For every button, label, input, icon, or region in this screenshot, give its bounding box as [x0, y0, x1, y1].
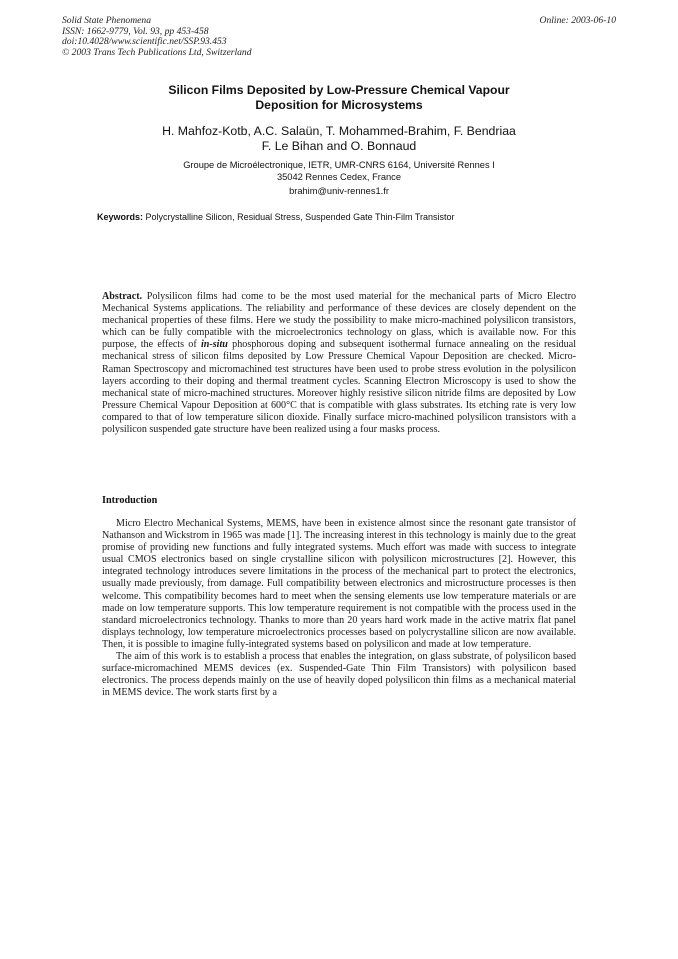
journal-header: [62, 16, 422, 58]
journal-copyright: © 2003 Trans Tech Publications Ltd, Switzerland: [62, 46, 252, 58]
abstract-text-part-1: Polysilicon films had come to be the most used material for the mechanical parts of Micro Electro Mechanical Systems applications. The reliability and performance of these devices are closely dependent on the mechanical properties of these films. Here we study the possibility to make micro-machined polysilicon transistors, which can be fully compatible with the microelectronics technology on glass, which is available now. For this purpose, the effects of: [102, 291, 576, 351]
abstract-text-part-2: phosphorous doping and subsequent isothermal furnace annealing on the residual mechanical stress of silicon films deposited by Low Pressure Chemical Vapour Deposition are checked. Micro-Raman Spectroscopy and micromachined test structures have been used to probe stress evolution in the polysilicon layers according to their doping and thermal treatment cycles. Scanning Electron Microscopy is used to show the mechanical state of micro-machined structures. Moreover highly resistive silicon nitride films are deposited by Low Pressure Chemical Vapour Deposition at 600°C that is compatible with glass substrates. Its etching rate is very low compared to that of low temperature silicon dioxide. Finally surface micro-machined polysilicon transistors with a polysilicon suspended gate structure have been realized using a four masks process.: [102, 339, 577, 436]
introduction-paragraph-2: The aim of this work is to establish a process that enables the integration, on glass substrate, of polysilicon based surface-micromachined MEMS devices (ex. Suspended-Gate Thin Film Transistors) with polysilicon based electronics. The process depends mainly on the use of heavily doped polysilicon thin films as a mechanical material in MEMS device. The work starts first by a: [102, 651, 576, 699]
introduction-body: [102, 518, 576, 699]
keywords: [97, 212, 617, 223]
abstract-emphasis: in-situ: [200, 339, 228, 351]
contact-email: brahim@univ-rennes1.fr: [289, 186, 389, 196]
affiliation-line-1: Groupe de Microélectronique, IETR, UMR-CNRS 6164, Université Rennes I: [183, 160, 495, 170]
author-line-1: H. Mahfoz-Kotb, A.C. Salaün, T. Mohammed-Brahim, F. Bendriaa: [162, 124, 516, 138]
section-heading-introduction: Introduction: [102, 495, 158, 506]
introduction-paragraph-1: Micro Electro Mechanical Systems, MEMS, have been in existence almost since the resonant gate transistor of Nathanson and Wickstrom in 1965 was made [1]. The increasing interest in this technology is mainly due to the great promise of providing new functions and fully integrated systems. Much effort was made with success to integrate usual CMOS electronics based on single crystalline silicon with polysilicon microstructures [2]. However, this integrated technology introduces severe limitations in the process of the mechanical part to protect the electronics, usually made previously, from damage. Full compatibility between electronics and microstructure processes is then welcome. This compatibility becomes hard to meet when the sensing elements use low temperature materials or are made on low temperature supports. This low temperature requirement is not compatible with the process used in the standard microelectronics technology. Thanks to more than 20 years hard work made in the active matrix flat panel displays technology, low temperature microelectronics processes based on polycrystalline silicon are now available. Then, it is possible to imagine fully-integrated systems based on polysilicon and made at low temperature.: [102, 518, 576, 650]
author-line-2: F. Le Bihan and O. Bonnaud: [261, 139, 417, 153]
journal-issn: ISSN: 1662-9779, Vol. 93, pp 453-458: [62, 25, 209, 37]
abstract: [102, 291, 576, 436]
affiliation: [60, 160, 618, 184]
keywords-text: Polycrystalline Silicon, Residual Stress, Suspended Gate Thin-Film Transistor: [145, 212, 455, 222]
paper-title-line-1: Silicon Films Deposited by Low-Pressure Chemical Vapour: [168, 83, 510, 97]
online-date: Online: 2003-06-10: [539, 15, 616, 26]
author-list: [60, 124, 618, 154]
journal-doi: doi:10.4028/www.scientific.net/SSP.93.453: [62, 36, 227, 48]
keywords-label: Keywords:: [97, 212, 144, 222]
abstract-label: Abstract.: [102, 291, 143, 302]
journal-name: Solid State Phenomena: [62, 15, 151, 26]
affiliation-line-2: 35042 Rennes Cedex, France: [276, 171, 402, 182]
paper-title-line-2: Deposition for Microsystems: [255, 97, 423, 112]
paper-title: [110, 83, 568, 112]
